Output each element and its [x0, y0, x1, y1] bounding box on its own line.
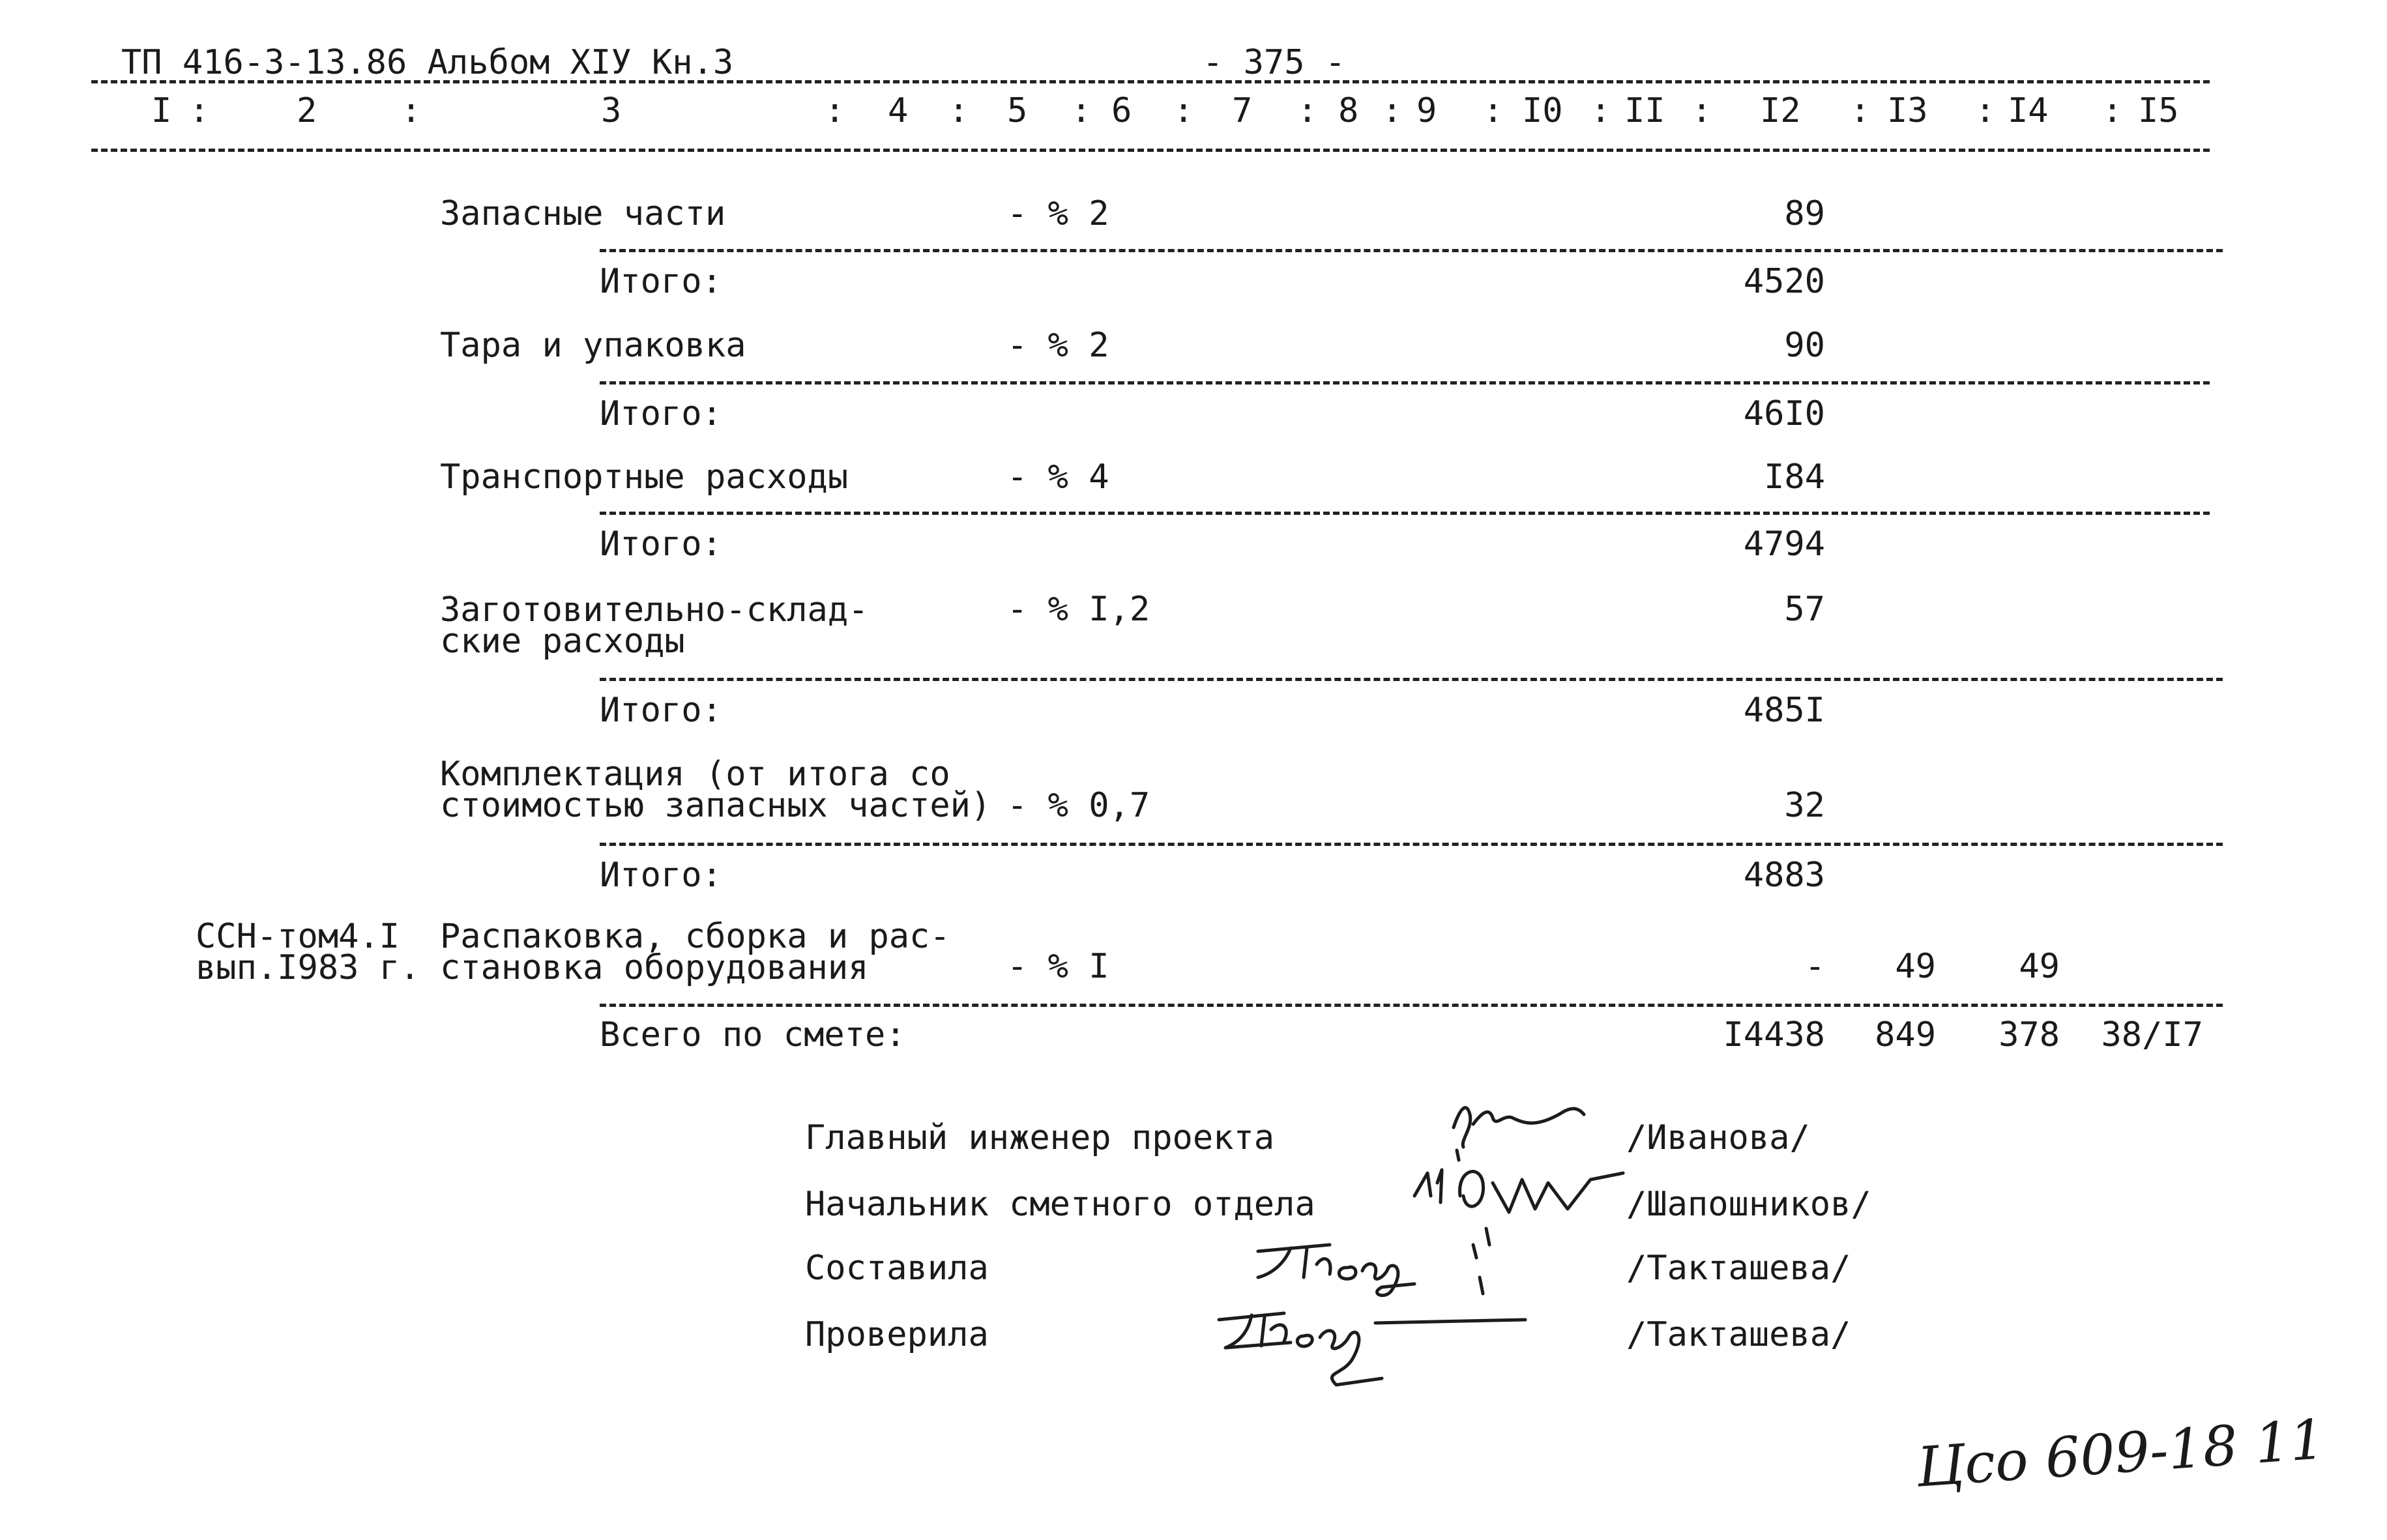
column-header-4: 4 — [888, 91, 909, 130]
row-label-line1: Заготовительно-склад- — [440, 590, 869, 630]
signer-role: Главный инженер проекта — [805, 1118, 1275, 1157]
column-header-9: 9 — [1416, 91, 1437, 130]
column-header-15: I5 — [2138, 91, 2179, 130]
subtotal-value: 4883 — [1743, 856, 1825, 895]
subtotal-value: 485I — [1743, 691, 1825, 730]
row-label-line1: Комплектация (от итога со — [440, 755, 950, 794]
column-header-2: 2 — [297, 91, 317, 130]
row-value-col12: 32 — [1784, 786, 1825, 825]
column-header-8: 8 — [1338, 91, 1359, 130]
column-header-11: II — [1624, 91, 1665, 130]
column-header-10: I0 — [1522, 91, 1563, 130]
row-rate: - % 4 — [1007, 458, 1109, 497]
subtotal-label: Итого: — [600, 525, 722, 564]
signer-name: /Такташева/ — [1626, 1315, 1851, 1354]
signature-checked-by — [1212, 1297, 1551, 1401]
row-divider — [600, 381, 2210, 385]
document-reference: ТП 416-3-13.86 Альбом XIУ Кн.3 — [121, 43, 734, 82]
column-header-5: 5 — [1007, 91, 1028, 130]
row-label: Транспортные расходы — [440, 458, 849, 497]
column-header-7: 7 — [1232, 91, 1253, 130]
reference-line1: ССН-том4.I — [196, 917, 400, 956]
row-divider — [600, 512, 2210, 515]
row-value-col12: 57 — [1784, 590, 1825, 629]
row-label-line1: Распаковка, сборка и рас- — [440, 917, 950, 956]
row-label: Запасные части — [440, 194, 726, 233]
subtotal-label: Итого: — [600, 394, 722, 433]
row-value-col12: 90 — [1784, 326, 1825, 365]
row-rate: - % I,2 — [1007, 590, 1150, 629]
row-rate: - % 2 — [1007, 194, 1109, 233]
grand-total-col14: 378 — [1999, 1015, 2060, 1054]
subtotal-label: Итого: — [600, 691, 722, 730]
row-value-col13: 49 — [1895, 947, 1936, 986]
page-number: - 375 - — [1203, 43, 1346, 82]
row-value-col14: 49 — [2019, 947, 2060, 986]
row-label-line2: становка оборудования — [440, 948, 869, 987]
row-label: Тара и упаковка — [440, 326, 746, 365]
subtotal-value: 4520 — [1743, 262, 1825, 301]
signer-role: Проверила — [805, 1315, 989, 1354]
grand-total-label: Всего по смете: — [600, 1015, 906, 1054]
subtotal-label: Итого: — [600, 262, 722, 301]
column-header-6: 6 — [1111, 91, 1132, 130]
column-header-3: 3 — [601, 91, 622, 130]
row-divider — [600, 843, 2223, 846]
grand-total-col13: 849 — [1875, 1015, 1936, 1054]
column-header-13: I3 — [1887, 91, 1928, 130]
row-value-col12: - — [1804, 947, 1825, 986]
column-header-1: I — [151, 91, 172, 130]
signer-name: /Иванова/ — [1626, 1118, 1810, 1157]
row-value-col12: 89 — [1784, 194, 1825, 233]
column-header-12: I2 — [1760, 91, 1801, 130]
subtotal-value: 4794 — [1743, 525, 1825, 564]
subtotal-value: 46I0 — [1743, 394, 1825, 433]
reference-line2: вып.I983 г. — [196, 948, 420, 987]
header-top-rule — [91, 80, 2210, 83]
row-rate: - % 0,7 — [1007, 786, 1150, 825]
signer-name: /Такташева/ — [1626, 1249, 1851, 1288]
signer-role: Начальник сметного отдела — [805, 1185, 1315, 1224]
grand-total-col12: I4438 — [1723, 1015, 1825, 1054]
signature-chief-engineer — [1441, 1088, 1610, 1167]
row-label-line2: стоимостью запасных частей) — [440, 786, 991, 825]
handwritten-archive-code: Цсо 609-18 11 — [1914, 1407, 2327, 1500]
row-rate: - % 2 — [1007, 326, 1109, 365]
row-divider — [600, 249, 2223, 252]
row-divider — [600, 1004, 2223, 1007]
row-divider — [600, 678, 2223, 681]
subtotal-label: Итого: — [600, 856, 722, 895]
signer-name: /Шапошников/ — [1626, 1185, 1871, 1224]
row-value-col12: I84 — [1764, 458, 1825, 497]
row-rate: - % I — [1007, 947, 1109, 986]
row-label-line2: ские расходы — [440, 622, 685, 661]
grand-total-col15: 38/I7 — [2101, 1015, 2203, 1054]
signer-role: Составила — [805, 1249, 989, 1288]
header-bottom-rule — [91, 149, 2210, 152]
column-header-14: I4 — [2008, 91, 2049, 130]
